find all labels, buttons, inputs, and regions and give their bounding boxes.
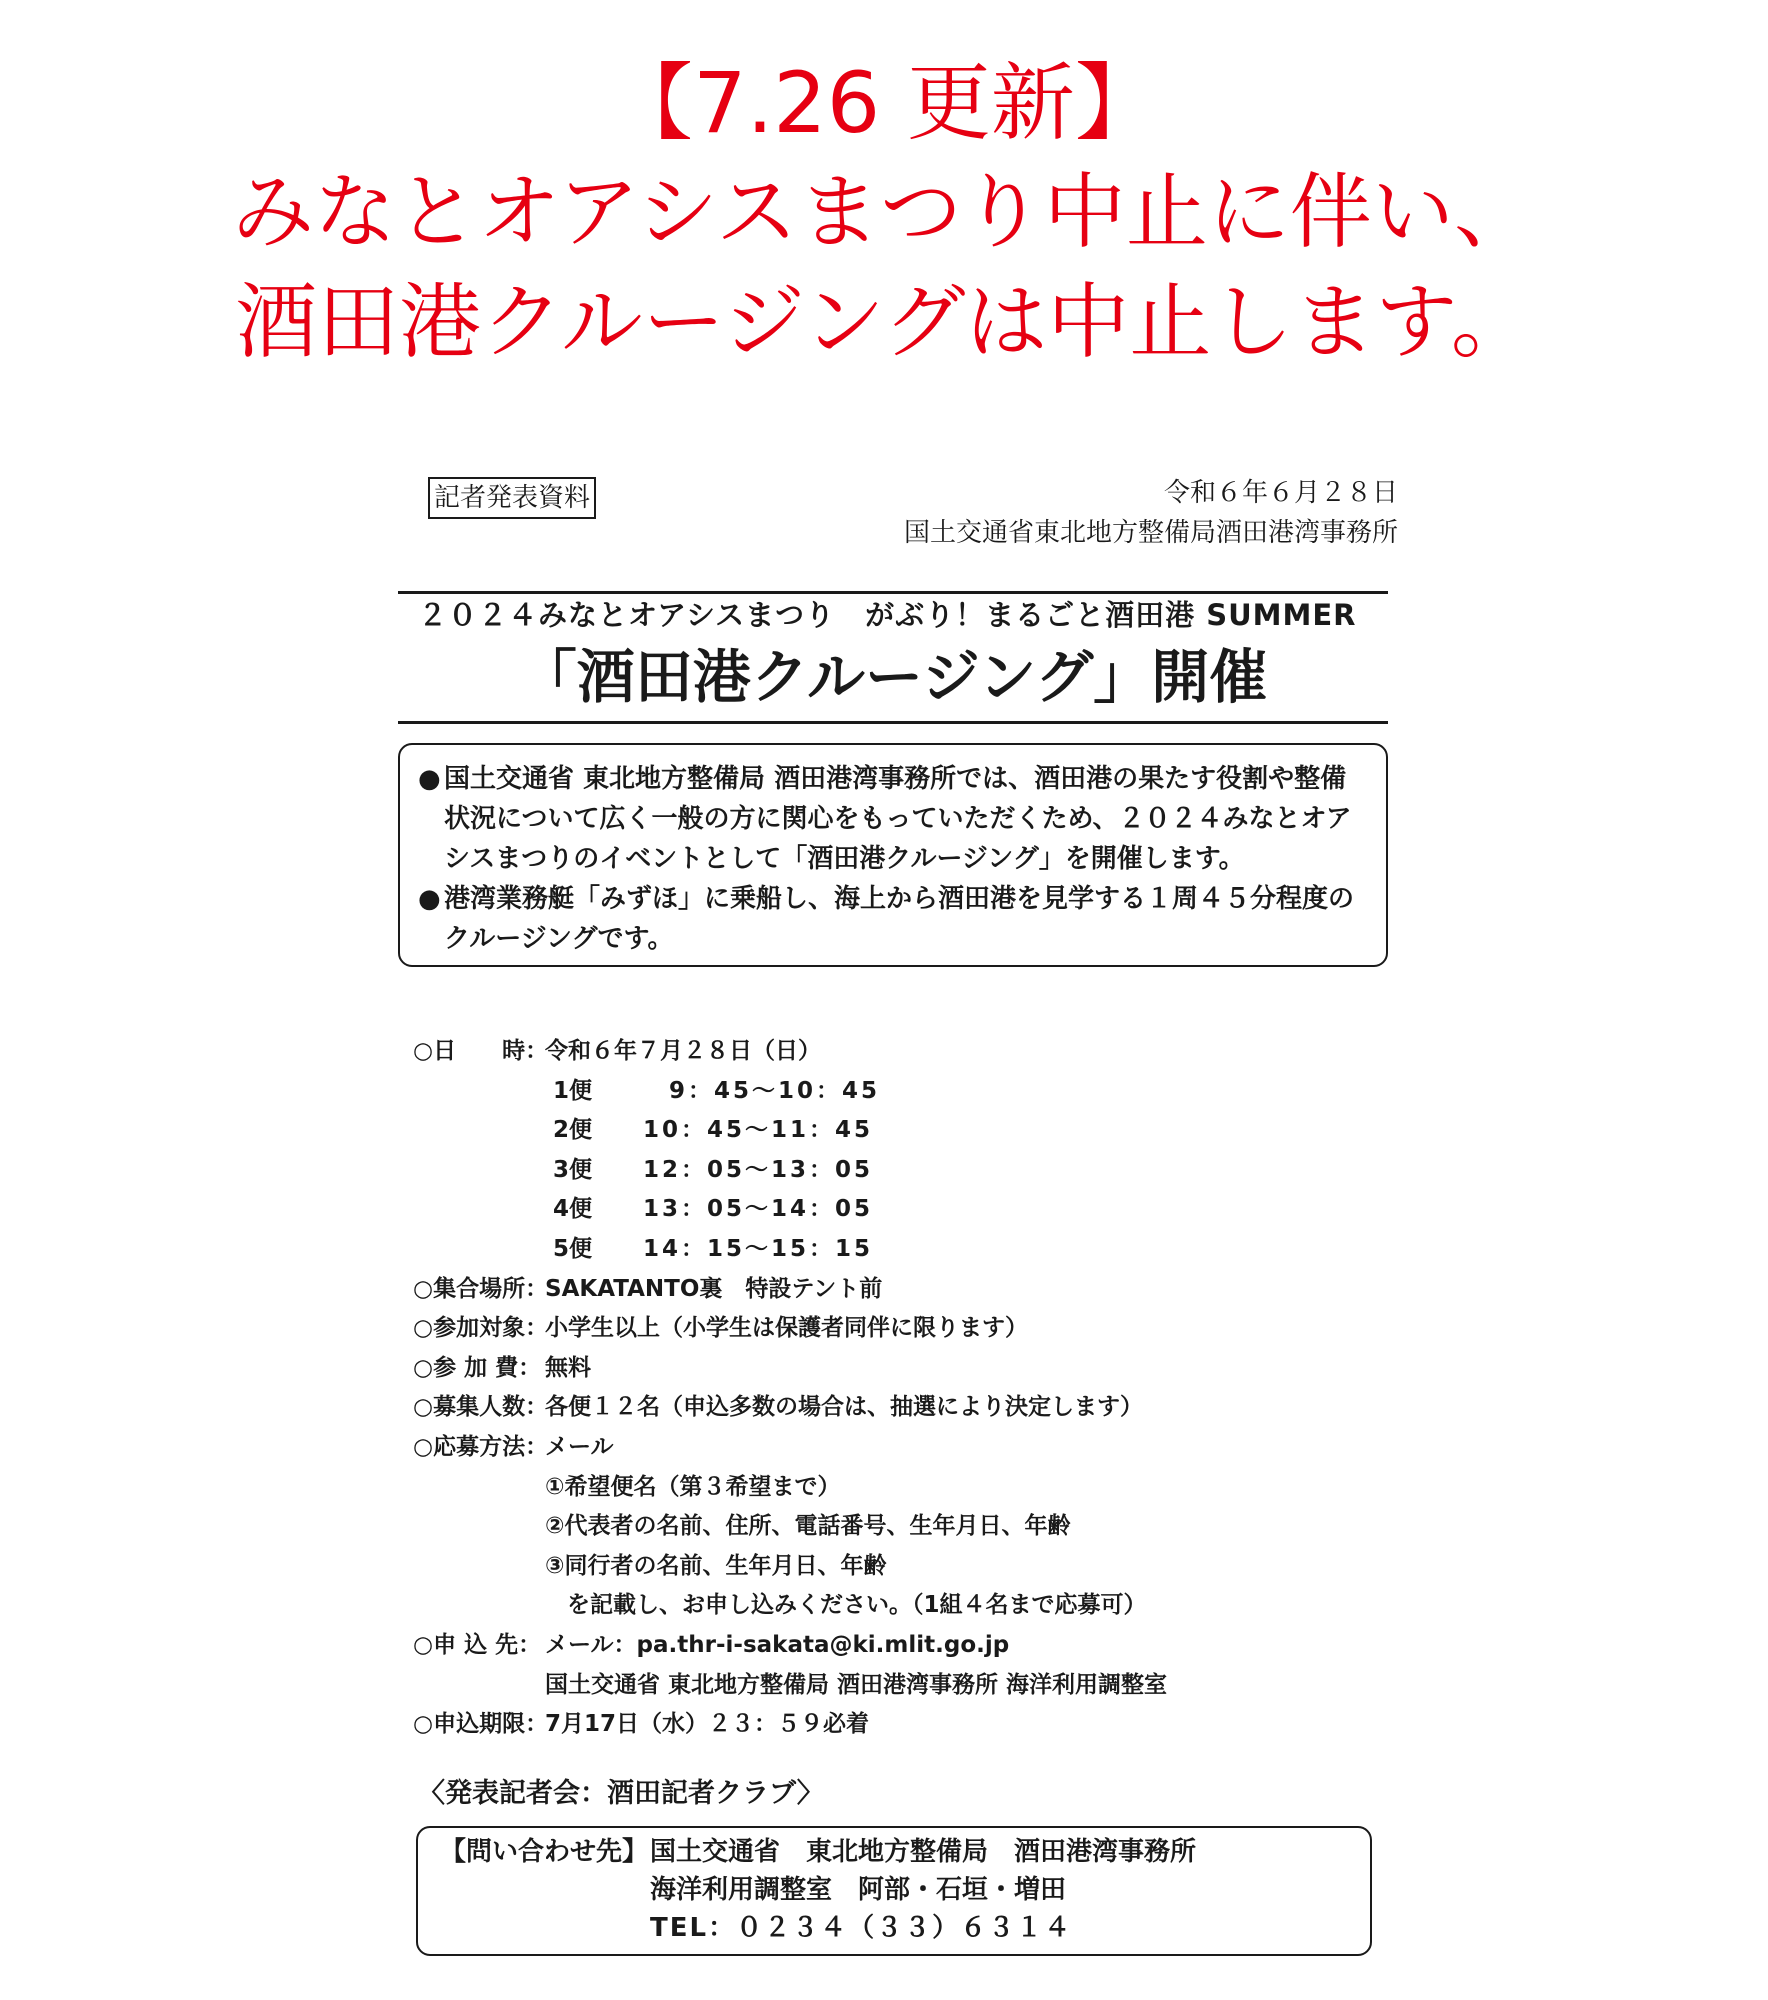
method-item: ②代表者の名前、住所、電話番号、生年月日、年齢 [545, 1513, 1071, 1540]
apply-email: メール：pa.thr-i-sakata@ki.mlit.go.jp [545, 1631, 1010, 1658]
capacity-value: 各便１２名（申込多数の場合は、抽選により決定します） [545, 1394, 1143, 1421]
update-notice-heading: 【7.26 更新】 [609, 54, 1159, 152]
title-rule-top [398, 591, 1388, 594]
method-item: ③同行者の名前、生年月日、年齢 [545, 1552, 887, 1579]
flight-number: 4便 [553, 1196, 593, 1223]
document-title: 「酒田港クルージング」開催 [518, 643, 1268, 711]
flight-number: 1便 [553, 1077, 593, 1104]
capacity-label: ○募集人数： [413, 1394, 549, 1421]
contact-persons: 海洋利用調整室 阿部・石垣・増田 [650, 1875, 1067, 1905]
contact-office: 国土交通省 東北地方整備局 酒田港湾事務所 [650, 1837, 1197, 1867]
deadline-value: 7月17日（水）２３：５９必着 [545, 1711, 870, 1738]
contact-box [416, 1826, 1372, 1956]
flight-time: 10：45～11：45 [643, 1117, 874, 1144]
method-note: を記載し、お申し込みください。（1組４名まで応募可） [567, 1592, 1147, 1619]
press-club: 〈発表記者会：酒田記者クラブ〉 [418, 1778, 824, 1809]
bullet-icon: ● [418, 884, 441, 914]
press-release-badge: 記者発表資料 [428, 477, 596, 519]
flight-time: 12：05～13：05 [643, 1156, 874, 1183]
event-subtitle: ２０２４みなとオアシスまつり がぶり！まるごと酒田港 SUMMER [418, 598, 1357, 632]
release-date: 令和６年６月２８日 [1163, 478, 1398, 508]
method-item: ①希望便名（第３希望まで） [545, 1473, 841, 1500]
target-label: ○参加対象： [413, 1315, 549, 1342]
title-rule-bottom [398, 721, 1388, 724]
flight-time: 9：45～10：45 [643, 1077, 881, 1104]
summary-text-1: 国土交通省 東北地方整備局 酒田港湾事務所では、酒田港の果たす役割や整備状況について広く一般の方に関心をもっていただくため、２０２４みなとオアシスまつりのイベントとして「酒田港クルージング」を開催します。 [444, 764, 1352, 874]
cancellation-notice-line-1: みなとオアシスまつり中止に伴い、 [232, 165, 1536, 260]
method-value: メール [545, 1433, 614, 1460]
datetime-value: 令和６年７月２８日（日） [545, 1038, 821, 1064]
fee-value: 無料 [545, 1354, 591, 1381]
summary-item [418, 879, 1366, 959]
apply-organization: 国土交通省 東北地方整備局 酒田港湾事務所 海洋利用調整室 [545, 1671, 1168, 1698]
summary-box [398, 743, 1388, 967]
summary-item [418, 759, 1366, 879]
meeting-place-value: SAKATANTO裏 特設テント前 [545, 1275, 883, 1302]
deadline-label: ○申込期限： [413, 1711, 549, 1738]
bullet-icon: ● [418, 764, 441, 794]
flight-number: 2便 [553, 1117, 593, 1144]
flight-time: 14：15～15：15 [643, 1235, 874, 1262]
datetime-label: ○日 時： [413, 1038, 549, 1064]
issuing-office: 国土交通省東北地方整備局酒田港湾事務所 [903, 518, 1398, 548]
method-label: ○応募方法： [413, 1433, 549, 1460]
contact-phone: TEL：０２３４（３３）６３１４ [650, 1913, 1073, 1943]
flight-number: 3便 [553, 1156, 593, 1183]
apply-label: ○申 込 先： [413, 1631, 542, 1658]
cancellation-notice-line-2: 酒田港クルージングは中止します。 [235, 275, 1533, 370]
flight-time: 13：05～14：05 [643, 1196, 874, 1223]
meeting-place-label: ○集合場所： [413, 1275, 549, 1302]
target-value: 小学生以上（小学生は保護者同伴に限ります） [545, 1315, 1028, 1342]
fee-label: ○参 加 費： [413, 1354, 542, 1381]
contact-label: 【問い合わせ先】 [440, 1837, 649, 1867]
summary-text-2: 港湾業務艇「みずほ」に乗船し、海上から酒田港を見学する１周４５分程度のクルージングです。 [444, 884, 1355, 954]
flight-number: 5便 [553, 1235, 593, 1262]
